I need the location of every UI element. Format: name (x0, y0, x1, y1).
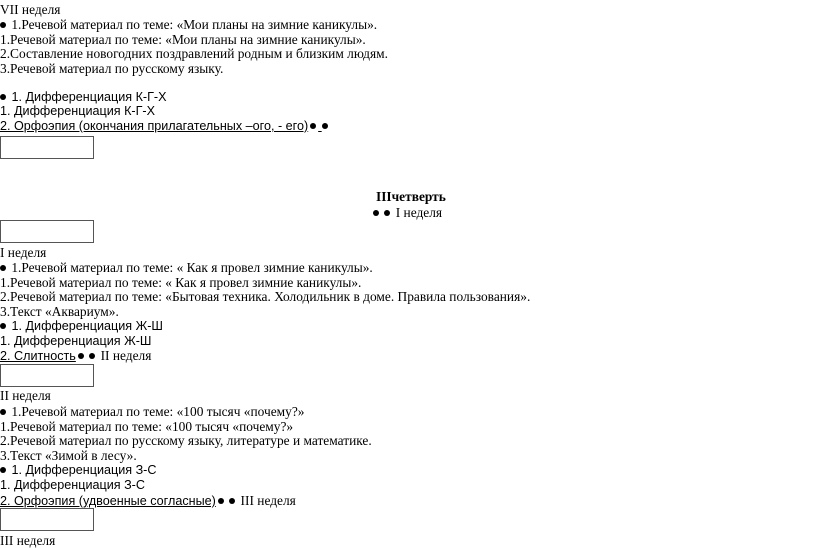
week2-line-1: 1.Речевой материал по теме: «100 тысяч «почему?» (0, 419, 294, 434)
bullet-icon (218, 498, 224, 504)
bullet-icon (384, 210, 390, 216)
bullet-icon (78, 353, 84, 359)
week1-bullet-1: 1.Речевой материал по теме: « Как я провел зимние каникулы». (0, 260, 373, 275)
week2-line-5: 2. Орфоэпия (удвоенные согласные) III неделя (0, 493, 296, 508)
bullet-icon (373, 210, 379, 216)
week7-heading: VII неделя (0, 2, 61, 17)
bullet-icon (0, 323, 6, 329)
bullet-icon (0, 94, 6, 100)
bullet-icon (0, 467, 6, 473)
text-frame (0, 364, 94, 387)
week1-line-2: 2.Речевой материал по теме: «Бытовая техника. Холодильник в доме. Правила пользования». (0, 289, 531, 304)
week7-line-4: 1. Дифференциация К-Г-Х (0, 104, 156, 118)
bullet-icon (229, 498, 235, 504)
bullet-icon (322, 123, 328, 129)
week2-bullet-1: 1.Речевой материал по теме: «100 тысяч «почему?» (0, 404, 304, 419)
week2-line-2: 2.Речевой материал по русскому языку, литературе и математике. (0, 433, 372, 448)
week3-heading: III неделя (0, 533, 56, 548)
week7-line-3: 3.Речевой материал по русскому языку. (0, 61, 224, 76)
week7-line-1: 1.Речевой материал по теме: «Мои планы на зимние каникулы». (0, 32, 366, 47)
week1-line-4: 1. Дифференциация Ж-Ш (0, 334, 152, 348)
week2-heading: II неделя (0, 388, 51, 403)
quarter-week-label: I неделя (373, 205, 442, 220)
week1-line-1: 1.Речевой материал по теме: « Как я провел зимние каникулы». (0, 275, 362, 290)
bullet-icon (0, 409, 6, 415)
week2-line-4: 1. Дифференциация З-С (0, 478, 145, 492)
week2-bullet-2: 1. Дифференциация З-С (0, 463, 156, 478)
text-frame (0, 508, 94, 531)
week2-line-3: 3.Текст «Зимой в лесу». (0, 448, 137, 463)
bullet-icon (310, 123, 316, 129)
week1-heading: I неделя (0, 245, 47, 260)
week1-line-3: 3.Текст «Аквариум». (0, 304, 119, 319)
week7-bullet-2: 1. Дифференциация К-Г-Х (0, 90, 167, 105)
week7-line-5: 2. Орфоэпия (окончания прилагательных –ого, - его) (0, 119, 330, 134)
week1-line-5: 2. Слитность II неделя (0, 348, 152, 363)
week7-line-2: 2.Составление новогодних поздравлений родным и близким людям. (0, 46, 388, 61)
week7-bullet-1: 1.Речевой материал по теме: «Мои планы на зимние каникулы». (0, 17, 377, 32)
week1-bullet-2: 1. Дифференциация Ж-Ш (0, 319, 163, 334)
bullet-icon (0, 265, 6, 271)
text-frame (0, 220, 94, 243)
bullet-icon (89, 353, 95, 359)
quarter-title: IIIчетверть (376, 189, 446, 204)
text-frame (0, 136, 94, 159)
bullet-icon (0, 22, 6, 28)
